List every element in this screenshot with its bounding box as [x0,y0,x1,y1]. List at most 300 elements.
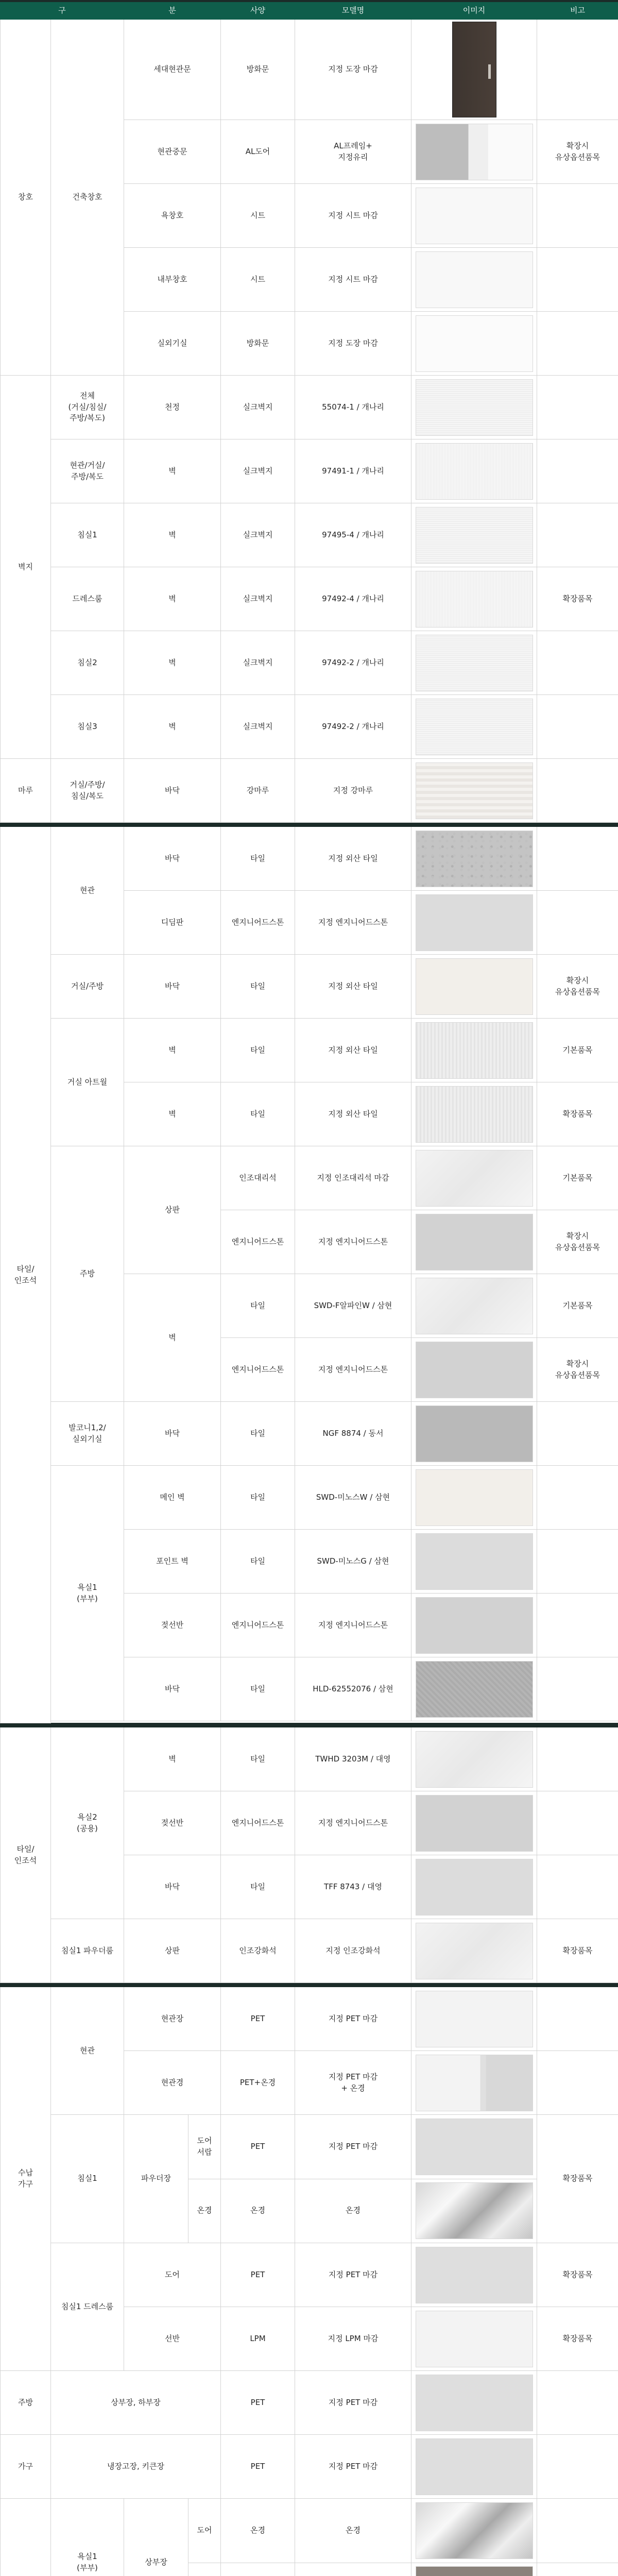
stone-swatch [416,1923,533,1979]
model-cell: 지정 도장 마감 [295,20,411,120]
note-cell [537,1657,618,1721]
image-cell [411,2307,537,2371]
model-cell: 지정 외산 타일 [295,1019,411,1082]
wallpaper-swatch [416,507,533,564]
model-cell: 지정 외산 타일 [295,827,411,891]
group-cell: 건축창호 [51,20,124,376]
spec-cell [221,2563,295,2576]
model-cell: HLD-62552076 / 삼현 [295,1657,411,1721]
tile-swatch [416,1661,533,1718]
item-cell: 상판 [124,1146,221,1274]
image-cell [411,1657,537,1721]
header-division-2: 분 [124,3,221,20]
item-cell: 디딤판 [124,891,221,955]
note-cell: 기본품목 [537,1019,618,1082]
header-division-1: 구 [1,3,124,20]
location-cell: 침실1 [51,2115,124,2243]
note-cell: 확장품목 [537,567,618,631]
image-cell [411,1274,537,1338]
table-row [1,2243,618,2307]
model-cell: 지정 인조강화석 [295,1919,411,1983]
model-cell: 지정 PET 마감 + 온경 [295,2051,411,2115]
model-cell: 지정 엔지니어드스톤 [295,1210,411,1274]
wallpaper-swatch [416,635,533,691]
color-swatch [416,2566,533,2576]
table-row [1,1987,618,2051]
table-row [1,1402,618,1466]
location-cell: 현관/거실/ 주방/복도 [51,439,124,503]
tile-swatch [416,1405,533,1462]
image-cell [411,2051,537,2115]
item-cell: 벽 [124,503,221,567]
upper-sub [188,2499,220,2576]
spec-cell: 방화문 [221,312,295,376]
upper-label: 상부장 [124,2499,188,2576]
image-cell [411,2499,537,2563]
category-cell: 타일/ 인조석 [1,827,51,1723]
model-cell: 55074-1 / 개나리 [295,376,411,439]
image-cell [411,312,537,376]
spec-cell: 엔지니어드스톤 [221,1594,295,1657]
image-cell [411,1210,537,1274]
note-cell [537,1466,618,1530]
spec-cell: PET [221,1987,295,2051]
note-cell [537,1987,618,2051]
spec-cell: 시트 [221,248,295,312]
spec-cell: LPM [221,2307,295,2371]
model-cell: SWD-미노스G / 삼현 [295,1530,411,1594]
image-cell [411,376,537,439]
tile-swatch [416,1859,533,1916]
mirror-swatch [416,2182,533,2239]
spec-cell: PET [221,2371,295,2435]
category-cell: 주방 [1,2371,51,2435]
tile-swatch [416,958,533,1015]
table-row [1,955,618,1019]
marble-swatch [416,1150,533,1207]
image-cell [411,955,537,1019]
model-cell: SWD-F알파인W / 삼현 [295,1274,411,1338]
upper-split [124,2499,220,2576]
spec-cell: 온경 [221,2499,295,2563]
model-cell: 지정 엔지니어드스톤 [295,1338,411,1402]
tile-swatch [416,831,533,887]
item-cell: 욕창호 [124,184,221,248]
tile-swatch [416,1022,533,1079]
category-cell: 타일/ 인조석 [1,1727,51,1983]
note-cell [537,1727,618,1791]
table-row [1,439,618,503]
note-cell [537,1855,618,1919]
note-cell: 확장품목 [537,1082,618,1146]
item-cell: 냉장고장, 키큰장 [51,2435,221,2499]
table-row [1,2371,618,2435]
table-row [1,1919,618,1983]
table-row [1,20,618,120]
pet-swatch [416,1991,533,2047]
image-cell [411,1530,537,1594]
header-note: 비고 [537,3,618,20]
location-cell: 발코니1,2/ 실외기실 [51,1402,124,1466]
location-cell: 주방 [51,1146,124,1402]
spec-cell: 인조대리석 [221,1146,295,1210]
item-cell: 내부창호 [124,248,221,312]
category-cell [1,2499,51,2576]
image-cell [411,2243,537,2307]
spec-cell: 엔지니어드스톤 [221,1791,295,1855]
note-cell [537,376,618,439]
model-cell: 지정 PET 마감 [295,2435,411,2499]
spec-cell: 타일 [221,1855,295,1919]
image-cell [411,1594,537,1657]
item-cell: 벽 [124,631,221,695]
section-divider [1,1723,618,1727]
image-cell [411,1987,537,2051]
model-cell: 지정 외산 타일 [295,1082,411,1146]
item-cell: 선반 [124,2307,221,2371]
image-cell [411,1466,537,1530]
glass-swatch [416,124,533,180]
spec-cell: 강마루 [221,759,295,823]
section-divider [1,1983,618,1987]
note-cell [537,184,618,248]
spec-cell: 방화문 [221,20,295,120]
sheet-swatch [416,188,533,244]
spec-cell: 엔지니어드스톤 [221,891,295,955]
note-cell [537,248,618,312]
image-cell [411,827,537,891]
location-cell: 침실3 [51,695,124,759]
note-cell [537,312,618,376]
table-row [1,631,618,695]
pet-swatch [416,2247,533,2303]
header-model: 모델명 [295,3,411,20]
spec-cell: 엔지니어드스톤 [221,1210,295,1274]
note-cell [537,2563,618,2576]
item-cell: 벽 [124,1727,221,1791]
image-cell [411,1855,537,1919]
stone-swatch [416,1214,533,1270]
model-cell: 97492-2 / 개나리 [295,695,411,759]
category-cell: 벽지 [1,376,51,759]
spec-cell: 인조강화석 [221,1919,295,1983]
image-cell [411,759,537,823]
spec-cell: 엔지니어드스톤 [221,1338,295,1402]
table-row [1,2435,618,2499]
note-cell [537,2435,618,2499]
pet-swatch [416,2375,533,2431]
floor-swatch [416,762,533,819]
item-cell: 바닥 [124,1402,221,1466]
item-cell: 현관경 [124,2051,221,2115]
model-cell: 97492-2 / 개나리 [295,631,411,695]
spec-cell: 실크벽지 [221,567,295,631]
spec-cell: PET [221,2115,295,2179]
note-cell [537,20,618,120]
table-row [1,503,618,567]
table-row [1,827,618,891]
table-row [1,1727,618,1791]
image-cell [411,2179,537,2243]
category-cell: 수납 가구 [1,1987,51,2371]
model-cell: TWHD 3203M / 대영 [295,1727,411,1791]
spec-cell: 실크벽지 [221,503,295,567]
note-cell [537,2371,618,2435]
note-cell: 확장시 유상옵션품목 [537,1338,618,1402]
note-cell [537,439,618,503]
table-row [1,1019,618,1082]
table-header [1,3,618,20]
model-cell: 97491-1 / 개나리 [295,439,411,503]
note-cell: 확장품목 [537,2307,618,2371]
model-cell: 지정 강마루 [295,759,411,823]
spec-cell: PET [221,2243,295,2307]
image-cell [411,1082,537,1146]
table-row [1,2499,618,2563]
note-cell: 기본품목 [537,1274,618,1338]
location-cell: 욕실1 (부부) [51,2499,124,2576]
stone-swatch [416,1342,533,1398]
item-cell [124,2499,221,2576]
header-spec: 사양 [221,3,295,20]
pet-mirror-swatch [416,2055,533,2111]
note-cell: 확장품목 [537,1919,618,1983]
model-cell: 지정 PET 마감 [295,2115,411,2179]
table-row [1,376,618,439]
image-cell [411,1402,537,1466]
image-cell [411,631,537,695]
model-cell: 97492-4 / 개나리 [295,567,411,631]
table-row [1,1466,618,1530]
sheet-swatch [416,251,533,308]
model-cell: NGF 8874 / 동서 [295,1402,411,1466]
location-cell: 거실/주방/ 침실/복도 [51,759,124,823]
location-cell: 침실1 파우더룸 [51,1919,124,1983]
spec-cell: PET+온경 [221,2051,295,2115]
image-cell [411,120,537,184]
powder-sub [188,2115,220,2243]
category-cell: 가구 [1,2435,51,2499]
lpm-swatch [416,2311,533,2367]
spec-cell: AL도어 [221,120,295,184]
item-cell [124,2115,221,2243]
spec-cell: 타일 [221,1727,295,1791]
note-cell: 기본품목 [537,1146,618,1210]
item-cell: 벽 [124,695,221,759]
model-cell: 지정 엔지니어드스톤 [295,891,411,955]
note-cell [537,2499,618,2563]
item-cell: 바닥 [124,955,221,1019]
note-cell [537,2051,618,2115]
note-cell [537,1791,618,1855]
location-cell: 드레스룸 [51,567,124,631]
item-cell: 실외기실 [124,312,221,376]
model-cell: 지정 엔지니어드스톤 [295,1791,411,1855]
stone-swatch [416,1597,533,1654]
note-cell [537,695,618,759]
tile-swatch [416,1469,533,1526]
image-cell [411,1791,537,1855]
spec-cell: 실크벽지 [221,631,295,695]
item-cell: 도어 [124,2243,221,2307]
item-cell: 바닥 [124,827,221,891]
spec-cell: 타일 [221,1082,295,1146]
item-cell: 천정 [124,376,221,439]
location-cell: 욕실2 (공용) [51,1727,124,1919]
model-cell: 지정 PET 마감 [295,2371,411,2435]
spec-cell: 실크벽지 [221,695,295,759]
note-cell: 확장시 유상옵션품목 [537,120,618,184]
note-cell [537,891,618,955]
wallpaper-swatch [416,379,533,436]
sub-item: 도어 서랍 [188,2115,220,2179]
location-cell: 현관 [51,1987,124,2115]
sub-item: 도어 [188,2499,220,2563]
item-cell: 벽 [124,1082,221,1146]
spec-cell: 타일 [221,1402,295,1466]
note-cell [537,827,618,891]
image-cell [411,2563,537,2576]
category-cell: 마루 [1,759,51,823]
image-cell [411,1019,537,1082]
note-cell [537,1594,618,1657]
paint-swatch [416,315,533,372]
item-cell: 젖선반 [124,1791,221,1855]
item-cell: 벽 [124,1274,221,1402]
note-cell: 확장품목 [537,2115,618,2243]
tile-swatch [416,1533,533,1590]
stone-swatch [416,894,533,951]
item-cell: 벽 [124,567,221,631]
item-cell: 벽 [124,1019,221,1082]
wallpaper-swatch [416,699,533,755]
model-cell: 지정 엔지니어드스톤 [295,1594,411,1657]
mirror-swatch [416,2502,533,2559]
model-cell: 97495-4 / 개나리 [295,503,411,567]
location-cell: 거실/주방 [51,955,124,1019]
item-cell: 바닥 [124,759,221,823]
spec-cell: 타일 [221,827,295,891]
image-cell [411,20,537,120]
location-cell: 침실1 드레스룸 [51,2243,124,2371]
section-divider [1,823,618,827]
item-cell: 현관중문 [124,120,221,184]
item-cell: 포인트 벽 [124,1530,221,1594]
note-cell: 확장시 유상옵션품목 [537,955,618,1019]
note-cell [537,503,618,567]
item-cell: 벽 [124,439,221,503]
image-cell [411,184,537,248]
item-cell: 상부장, 하부장 [51,2371,221,2435]
powder-split [124,2115,220,2243]
spec-cell: 실크벽지 [221,376,295,439]
model-cell: 지정 PET 마감 [295,1987,411,2051]
model-cell: 지정 인조대리석 마감 [295,1146,411,1210]
table-row [1,759,618,823]
image-cell [411,1919,537,1983]
tile-swatch [416,1086,533,1143]
note-cell [537,759,618,823]
note-cell: 확장품목 [537,2243,618,2307]
note-cell [537,631,618,695]
image-cell [411,2371,537,2435]
model-cell: 지정 시트 마감 [295,184,411,248]
header-image: 이미지 [411,3,537,20]
tile-swatch [416,1731,533,1788]
table-row [1,2115,618,2179]
sub-item: 온경 [197,2206,212,2215]
location-cell: 욕실1 (부부) [51,1466,124,1721]
spec-cell: 타일 [221,1019,295,1082]
spec-cell: 타일 [221,1274,295,1338]
item-cell: 현관장 [124,1987,221,2051]
image-cell [411,567,537,631]
image-cell [411,695,537,759]
location-cell: 거실 아트월 [51,1019,124,1146]
spec-cell: 타일 [221,1530,295,1594]
model-cell: 지정 외산 타일 [295,955,411,1019]
model-cell: 지정 도장 마감 [295,312,411,376]
stone-swatch [416,1795,533,1852]
item-cell: 젖선반 [124,1594,221,1657]
table-row [1,567,618,631]
model-cell: 온경 [295,2179,411,2243]
spec-cell: PET [221,2435,295,2499]
model-cell [295,2563,411,2576]
image-cell [411,2435,537,2499]
item-cell: 바닥 [124,1855,221,1919]
spec-cell: 타일 [221,1466,295,1530]
pet-swatch [416,2438,533,2495]
model-cell: 지정 시트 마감 [295,248,411,312]
spec-cell: 시트 [221,184,295,248]
model-cell: SWD-미노스W / 삼현 [295,1466,411,1530]
spec-cell: 타일 [221,1657,295,1721]
note-cell: 확장시 유상옵션품목 [537,1210,618,1274]
door-swatch [452,22,496,117]
model-cell: 지정 PET 마감 [295,2243,411,2307]
image-cell [411,2115,537,2179]
spec-cell: 온경 [221,2179,295,2243]
table-row [1,695,618,759]
image-cell [411,1727,537,1791]
note-cell [537,1530,618,1594]
spec-cell: 타일 [221,955,295,1019]
wallpaper-swatch [416,571,533,628]
model-cell: TFF 8743 / 대영 [295,1855,411,1919]
image-cell [411,1146,537,1210]
location-cell: 전체 (거실/침실/ 주방/복도) [51,376,124,439]
pet-swatch [416,2119,533,2175]
tile-swatch [416,1278,533,1334]
model-cell: 온경 [295,2499,411,2563]
image-cell [411,439,537,503]
location-cell: 현관 [51,827,124,955]
spec-table [0,2,618,2576]
location-cell: 침실1 [51,503,124,567]
note-cell [537,1402,618,1466]
item-cell: 세대현관문 [124,20,221,120]
sub-item [188,2563,220,2576]
image-cell [411,248,537,312]
category-cell: 창호 [1,20,51,376]
wallpaper-swatch [416,443,533,500]
model-cell: AL프레임+ 지정유리 [295,120,411,184]
item-cell: 메인 벽 [124,1466,221,1530]
table-row [1,1146,618,1210]
location-cell: 침실2 [51,631,124,695]
spec-cell: 실크벽지 [221,439,295,503]
